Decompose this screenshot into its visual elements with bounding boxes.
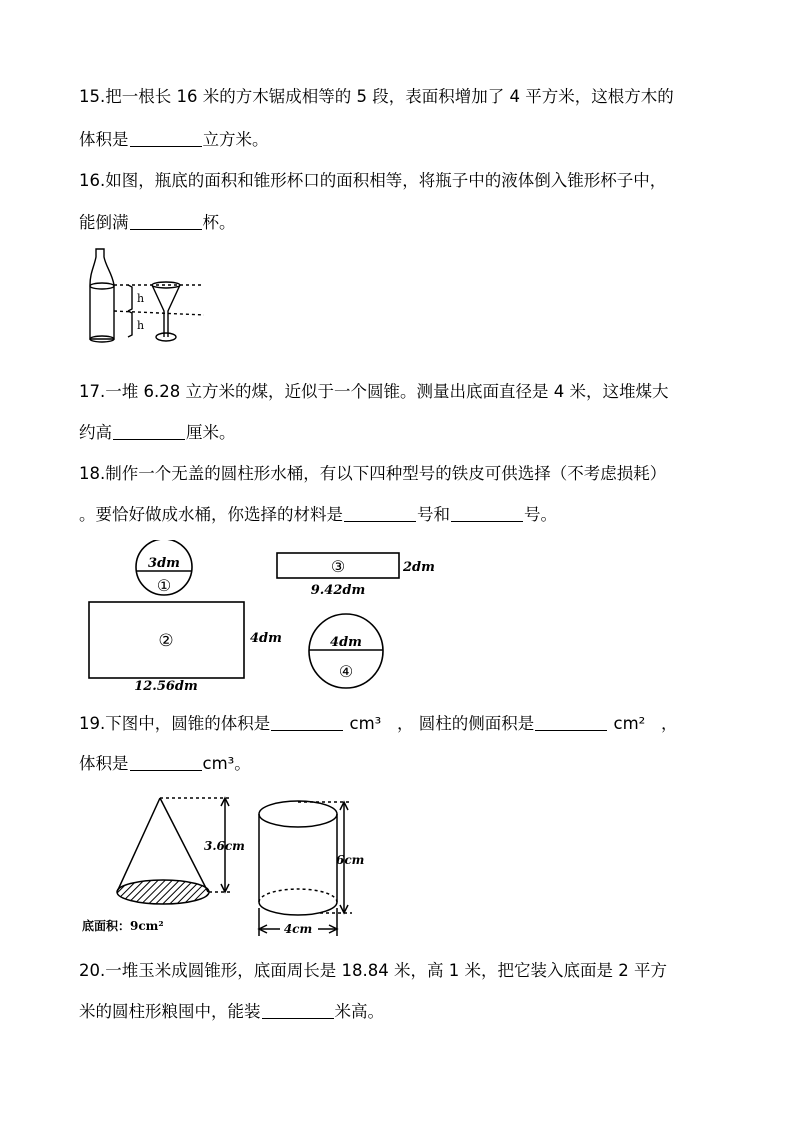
- q15-text-b: 立方米。: [202, 130, 269, 149]
- cylinder-height-label: 6cm: [336, 853, 365, 867]
- cylinder-diameter-label: 4cm: [283, 922, 313, 936]
- q17-line2: [79, 422, 236, 444]
- sheet-2-width: 12.56dm: [134, 679, 198, 694]
- fig-h1: h: [137, 292, 145, 305]
- q20-line1: 20.一堆玉米成圆锥形，底面周长是 18.84 米，高 1 米，把它装入底面是 2 平方: [79, 961, 667, 980]
- q15-answer-blank[interactable]: [130, 130, 202, 147]
- cylinder-bottom: [259, 902, 337, 915]
- fig-h2: h: [137, 319, 145, 332]
- q19-text-c: ，: [661, 714, 678, 733]
- q19-answer-blank-3[interactable]: [130, 754, 202, 771]
- sheet-3-number: ③: [330, 557, 346, 576]
- q17-line1: 17.一堆 6.28 立方米的煤，近似于一个圆锥。测量出底面直径是 4 米，这堆煤大: [79, 382, 669, 401]
- sheet-1-number: ①: [156, 576, 172, 595]
- sheet-3-width: 9.42dm: [310, 583, 366, 598]
- q18-text-a: 。要恰好做成水桶，你选择的材料是: [79, 505, 343, 524]
- bottle-outline: [90, 249, 114, 339]
- q19-line2: [79, 753, 251, 775]
- liquid-surface: [90, 283, 114, 289]
- q18-answer-blank-1[interactable]: [344, 505, 416, 522]
- q19-text-a: 19.下图中，圆锥的体积是: [79, 714, 271, 733]
- q19-answer-blank-2[interactable]: [535, 714, 607, 731]
- q17-text-a: 约高: [79, 423, 112, 442]
- iron-sheet-figure: [84, 540, 464, 695]
- q18-line2: [79, 504, 557, 526]
- q16-line1: 16.如图，瓶底的面积和锥形杯口的面积相等，将瓶子中的液体倒入锥形杯子中，: [79, 171, 667, 190]
- cup-foot: [156, 333, 176, 341]
- sheet-4-label: 4dm: [330, 635, 362, 650]
- cup-body: [152, 285, 180, 337]
- q19-answer-blank-1[interactable]: [271, 714, 343, 731]
- bottle-and-cup-figure: [84, 245, 214, 347]
- q20-text-b: 米高。: [334, 1002, 384, 1021]
- q20-line2: [79, 1001, 384, 1023]
- cone-base-label: 底面积：9cm²: [82, 919, 164, 933]
- q18-text-b: 号和: [417, 505, 450, 524]
- q15-line1: 15.把一根长 16 米的方木锯成相等的 5 段，表面积增加了 4 平方米，这根方木的: [79, 87, 674, 106]
- q19-text-e: cm³。: [202, 754, 251, 773]
- q19-unit-vol: cm³: [349, 714, 382, 733]
- q16-line2: [79, 212, 236, 234]
- sheet-1-label: 3dm: [148, 556, 180, 571]
- q19-text-b: ， 圆柱的侧面积是: [397, 714, 535, 733]
- sheet-2-number: ②: [158, 631, 174, 651]
- sheet-3-height: 2dm: [403, 560, 435, 575]
- cone-height-label: 3.6cm: [204, 839, 245, 853]
- q20-text-a: 米的圆柱形粮囤中，能装: [79, 1002, 261, 1021]
- q18-answer-blank-2[interactable]: [451, 505, 523, 522]
- q20-answer-blank[interactable]: [262, 1002, 334, 1019]
- cylinder-top: [259, 801, 337, 827]
- q15-text-a: 体积是: [79, 130, 129, 149]
- cone-and-cylinder-figure: [80, 788, 370, 940]
- q16-text-b: 杯。: [202, 213, 236, 232]
- q19-text-d: 体积是: [79, 754, 129, 773]
- q19-unit-area: cm²: [613, 714, 646, 733]
- q19-line1: [79, 713, 678, 735]
- sheet-2-height: 4dm: [250, 631, 282, 646]
- q17-text-b: 厘米。: [186, 423, 236, 442]
- q15-line2: [79, 129, 269, 151]
- q16-answer-blank[interactable]: [130, 213, 202, 230]
- q18-text-c: 号。: [524, 505, 557, 524]
- q17-answer-blank[interactable]: [113, 423, 185, 440]
- q16-text-a: 能倒满: [79, 213, 129, 232]
- q18-line1: 18.制作一个无盖的圆柱形水桶，有以下四种型号的铁皮可供选择（不考虑损耗）: [79, 464, 667, 483]
- sheet-4-number: ④: [338, 662, 354, 681]
- cone-base: [117, 880, 209, 904]
